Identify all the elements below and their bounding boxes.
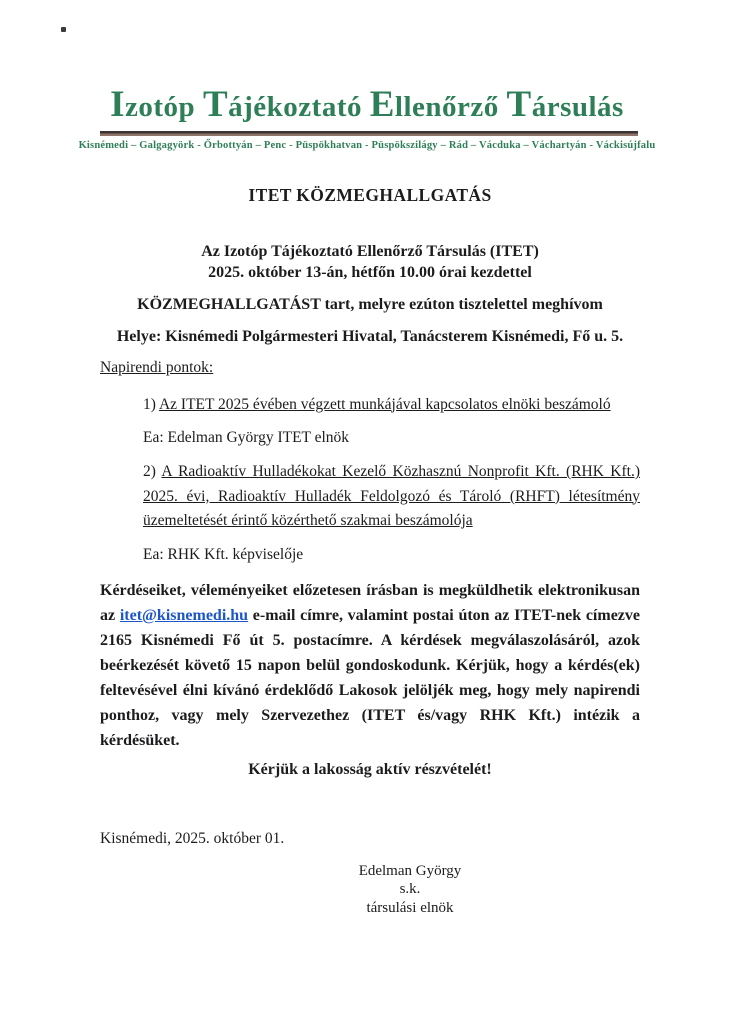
signature-name: Edelman György <box>358 862 462 879</box>
agenda-heading: Napirendi pontok: <box>100 358 214 376</box>
date-line: Kisnémedi, 2025. október 01. <box>100 829 285 847</box>
questions-text-after: e-mail címre, valamint postai úton az ITET-nek címezve 2165 Kisnémedi Fő út 5. postacímre. A kérdések megválaszolásáról, azok beérkezését követő 15 napon belül gondoskodunk. Kérjük, hogy a kérdés(ek) feltevésével élni kívánó érdeklődő Lakosok jelöljék meg, hogy mely napirendi ponthoz, vagy mely Szervezethez (ITET és/vagy RHK Kft.) intézik a kérdésüket. <box>100 606 640 749</box>
doc-title: ITET KÖZMEGHALLGATÁS <box>248 184 492 205</box>
agenda-list <box>143 393 640 564</box>
signature-sk: s.k. <box>399 881 421 898</box>
agenda-item-1-text: Az ITET 2025 évében végzett munkájával kapcsolatos elnöki beszámoló <box>158 395 611 413</box>
intro-block <box>100 241 640 283</box>
signature-role: társulási elnök <box>366 899 454 916</box>
agenda-item-2-text: A Radioaktív Hulladékokat Kezelő Közhasznú Nonprofit Kft. (RHK Kft.) 2025. évi, Radioaktív Hulladék Feldolgozó és Tároló (RHFT) létesítmény üzemeltetését érintő közérthető szakmai beszámolója <box>143 463 640 530</box>
agenda-item-1-presenter: Ea: Edelman György ITET elnök <box>143 429 350 447</box>
questions-paragraph <box>100 578 640 753</box>
event-org-line: Az Izotóp Tájékoztató Ellenőrző Társulás (ITET) <box>201 242 539 260</box>
location-line: Helye: Kisnémedi Polgármesteri Hivatal, Tanácsterem Kisnémedi, Fő u. 5. <box>116 327 624 345</box>
signature-block <box>180 862 640 918</box>
letterhead <box>0 0 734 151</box>
invitation-line: KÖZMEGHALLGATÁST tart, melyre ezúton tisztelettel meghívom <box>137 295 603 313</box>
closing-line: Kérjük a lakosság aktív részvételét! <box>248 760 492 778</box>
scan-artifact-dot <box>61 27 66 32</box>
document-body <box>100 185 640 918</box>
org-title: Izotóp Tájékoztató Ellenőrző Társulás <box>110 84 624 125</box>
agenda-item-1-number: 1) <box>143 395 156 413</box>
email-link[interactable]: itet@kisnemedi.hu <box>119 606 249 624</box>
event-datetime-line: 2025. október 13-án, hétfőn 10.00 órai kezdettel <box>208 263 532 281</box>
member-towns-list: Kisnémedi – Galgagyörk - Őrbottyán – Penc - Püspökhatvan - Püspökszilágy – Rád – Vácduka – Váchartyán - Váckisújfalu <box>78 139 656 151</box>
agenda-item-2-presenter: Ea: RHK Kft. képviselője <box>143 545 304 563</box>
agenda-item-2-title <box>143 460 640 534</box>
agenda-item-1-title <box>143 393 640 418</box>
agenda-item-2-number: 2) <box>143 463 156 481</box>
header-divider-rule <box>100 131 638 136</box>
questions-text-before: Kérdéseiket, véleményeiket előzetesen írásban is megküldhetik elektronikusan az <box>100 581 640 624</box>
